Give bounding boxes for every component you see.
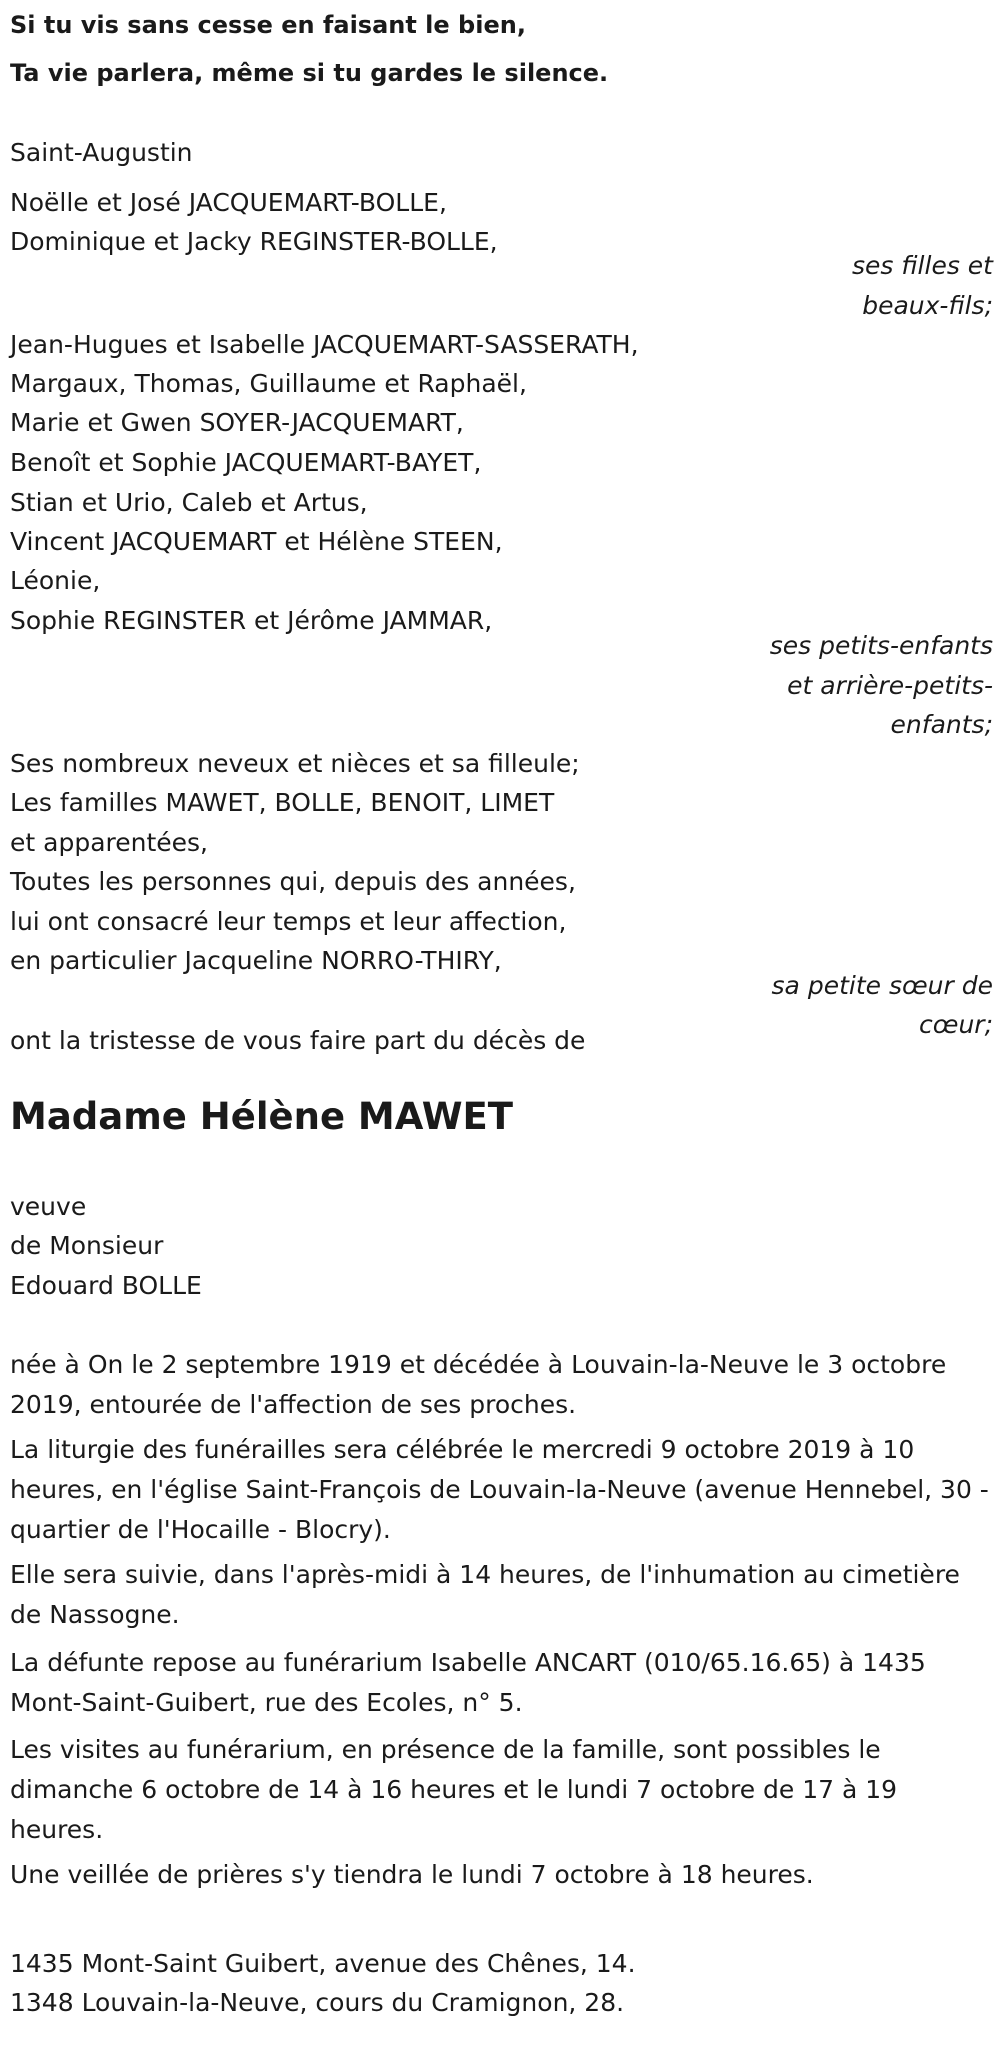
- spouse-line: veuve: [10, 1192, 87, 1221]
- location: Saint-Augustin: [10, 138, 193, 167]
- relation-label: ses filles et: [852, 251, 993, 280]
- family-line: Toutes les personnes qui, depuis des années,: [10, 867, 576, 896]
- relation-label: cœur;: [919, 1010, 993, 1039]
- visits-paragraph: Les visites au funérarium, en présence de la famille, sont possibles le dimanche 6 octobre de 14 à 16 heures et le lundi 7 octobre de 17 à 19 heures.: [10, 1735, 898, 1844]
- burial-paragraph: Elle sera suivie, dans l'après-midi à 14 heures, de l'inhumation au cimetière de Nassogne.: [10, 1560, 960, 1629]
- family-line: Vincent JACQUEMART et Hélène STEEN,: [10, 527, 503, 556]
- family-line: en particulier Jacqueline NORRO-THIRY,: [10, 946, 502, 975]
- family-line: Jean-Hugues et Isabelle JACQUEMART-SASSERATH,: [10, 330, 639, 359]
- address-line: 1435 Mont-Saint Guibert, avenue des Chênes, 14.: [10, 1949, 636, 1978]
- family-line: Benoît et Sophie JACQUEMART-BAYET,: [10, 448, 482, 477]
- family-line: Marie et Gwen SOYER-JACQUEMART,: [10, 408, 464, 437]
- family-line: Stian et Urio, Caleb et Artus,: [10, 488, 368, 517]
- spouse-line: de Monsieur: [10, 1231, 164, 1260]
- family-line: Sophie REGINSTER et Jérôme JAMMAR,: [10, 606, 493, 635]
- quote-line-1: Si tu vis sans cesse en faisant le bien,: [10, 11, 526, 39]
- funeral-paragraph: La liturgie des funérailles sera célébrée le mercredi 9 octobre 2019 à 10 heures, en l'église Saint-François de Louvain-la-Neuve (avenue Hennebel, 30 - quartier de l'Hocaille - Blocry).: [10, 1435, 989, 1544]
- birth-death-paragraph: née à On le 2 septembre 1919 et décédée à Louvain-la-Neuve le 3 octobre 2019, entourée de l'affection de ses proches.: [10, 1350, 947, 1419]
- family-line: lui ont consacré leur temps et leur affection,: [10, 907, 567, 936]
- deceased-name: Madame Hélène MAWET: [10, 1095, 514, 1138]
- relation-label: sa petite sœur de: [771, 971, 993, 1000]
- funeral-home-paragraph: La défunte repose au funérarium Isabelle ANCART (010/65.16.65) à 1435 Mont-Saint-Guibert, rue des Ecoles, n° 5.: [10, 1648, 926, 1717]
- family-line: Les familles MAWET, BOLLE, BENOIT, LIMET: [10, 788, 555, 817]
- relation-label: enfants;: [890, 710, 993, 739]
- family-line: Margaux, Thomas, Guillaume et Raphaël,: [10, 369, 527, 398]
- relation-label: ses petits-enfants: [769, 631, 993, 660]
- relation-label: et arrière-petits-: [787, 671, 993, 700]
- announcement: ont la tristesse de vous faire part du décès de: [10, 1026, 586, 1055]
- family-line: Léonie,: [10, 566, 101, 595]
- family-line: Dominique et Jacky REGINSTER-BOLLE,: [10, 227, 498, 256]
- family-line: Noëlle et José JACQUEMART-BOLLE,: [10, 188, 447, 217]
- address-line: 1348 Louvain-la-Neuve, cours du Cramignon, 28.: [10, 1988, 625, 2017]
- vigil-paragraph: Une veillée de prières s'y tiendra le lundi 7 octobre à 18 heures.: [10, 1860, 814, 1889]
- quote-line-2: Ta vie parlera, même si tu gardes le silence.: [10, 59, 609, 87]
- spouse-line: Edouard BOLLE: [10, 1271, 202, 1300]
- family-line: et apparentées,: [10, 828, 208, 857]
- relation-label: beaux-fils;: [862, 291, 993, 320]
- family-line: Ses nombreux neveux et nièces et sa filleule;: [10, 749, 580, 778]
